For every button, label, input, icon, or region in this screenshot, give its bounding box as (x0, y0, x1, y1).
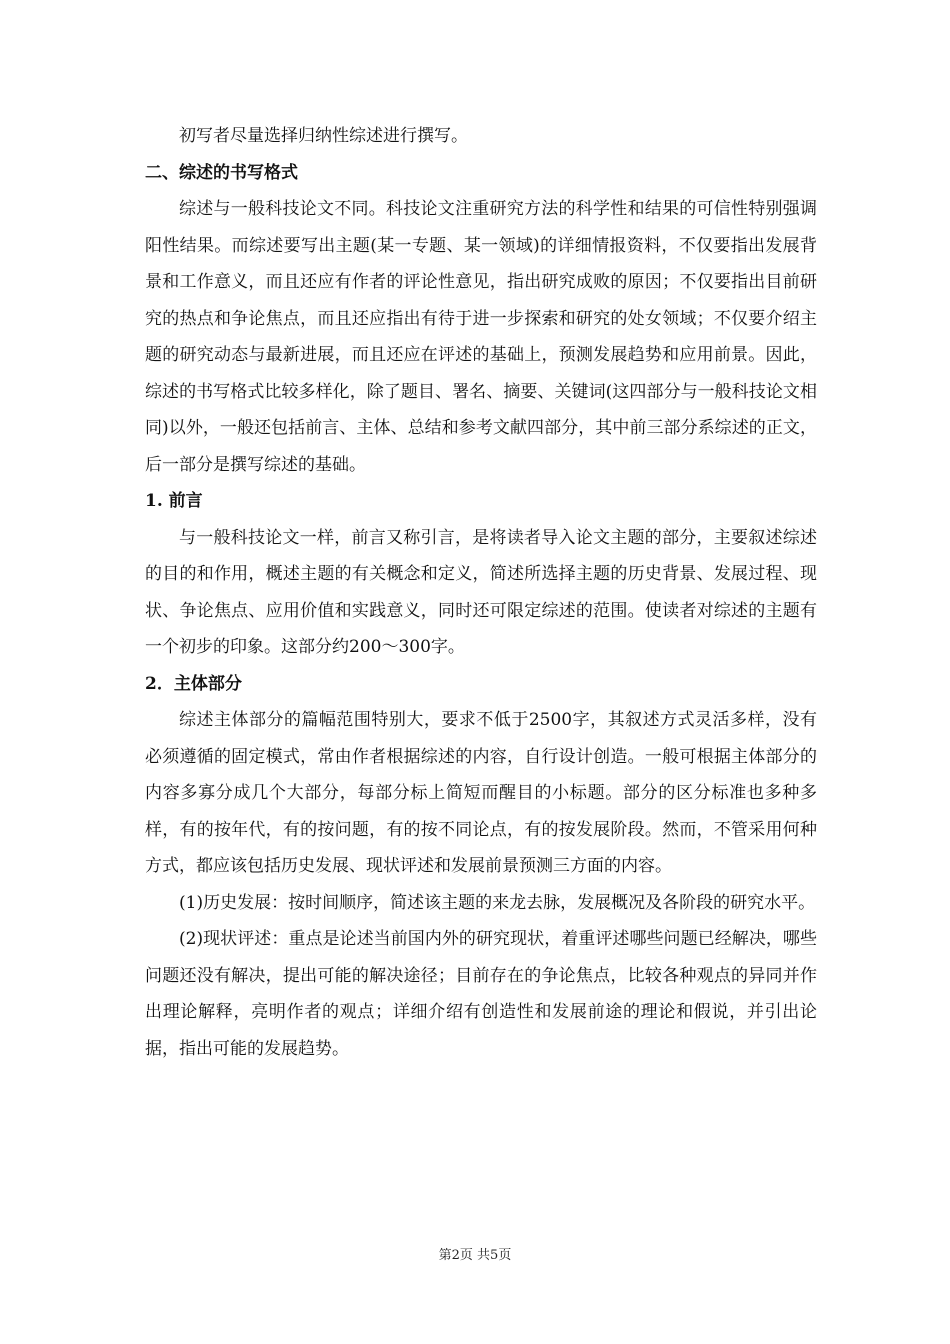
section-heading-preface: 1. 前言 (145, 491, 203, 511)
section-heading-main-body: 2．主体部分 (145, 673, 242, 694)
page-footer: 第2页 共5页 (438, 1248, 512, 1263)
section-heading-format: 二、综述的书写格式 (145, 162, 298, 183)
paragraph-history: (1)历史发展：按时间顺序，简述该主题的来龙去脉，发展概况及各阶段的研究水平。 (179, 892, 816, 913)
paragraph-status: (2)现状评述：重点是论述当前国内外的研究现状，着重评述哪些问题已经解决，哪些问题还没有解决，提出可能的解决途径；目前存在的争论焦点，比较各种观点的异同并作出理论解释，亮明作者的观点；详细介绍有创造性和发展前途的理论和假说，并引出论据，指出可能的发展趋势。 (145, 929, 817, 1059)
paragraph-preface: 与一般科技论文一样，前言又称引言，是将读者导入论文主题的部分，主要叙述综述的目的和作用，概述主题的有关概念和定义，简述所选择主题的历史背景、发展过程、现状、争论焦点、应用价值和实践意义，同时还可限定综述的范围。使读者对综述的主题有一个初步的印象。这部分约200～300字。 (145, 527, 817, 657)
paragraph-intro: 初写者尽量选择归纳性综述进行撰写。 (179, 126, 468, 146)
paragraph-format: 综述与一般科技论文不同。科技论文注重研究方法的科学性和结果的可信性特别强调阳性结果。而综述要写出主题(某一专题、某一领域)的详细情报资料，不仅要指出发展背景和工作意义，而且还应有作者的评论性意见，指出研究成败的原因；不仅要指出目前研究的热点和争论焦点，而且还应指出有待于进一步探索和研究的处女领域；不仅要介绍主题的研究动态与最新进展，而且还应在评述的基础上，预测发展趋势和应用前景。因此，综述的书写格式比较多样化，除了题目、署名、摘要、关键词(这四部分与一般科技论文相同)以外，一般还包括前言、主体、总结和参考文献四部分，其中前三部分系综述的正文，后一部分是撰写综述的基础。 (145, 199, 817, 475)
document-body (145, 118, 817, 1067)
paragraph-main-body: 综述主体部分的篇幅范围特别大，要求不低于2500字，其叙述方式灵活多样，没有必须遵循的固定模式，常由作者根据综述的内容，自行设计创造。一般可根据主体部分的内容多寡分成几个大部分，每部分标上简短而醒目的小标题。部分的区分标准也多种多样，有的按年代，有的按问题，有的按不同论点，有的按发展阶段。然而，不管采用何种方式，都应该包括历史发展、现状评述和发展前景预测三方面的内容。 (145, 710, 817, 876)
